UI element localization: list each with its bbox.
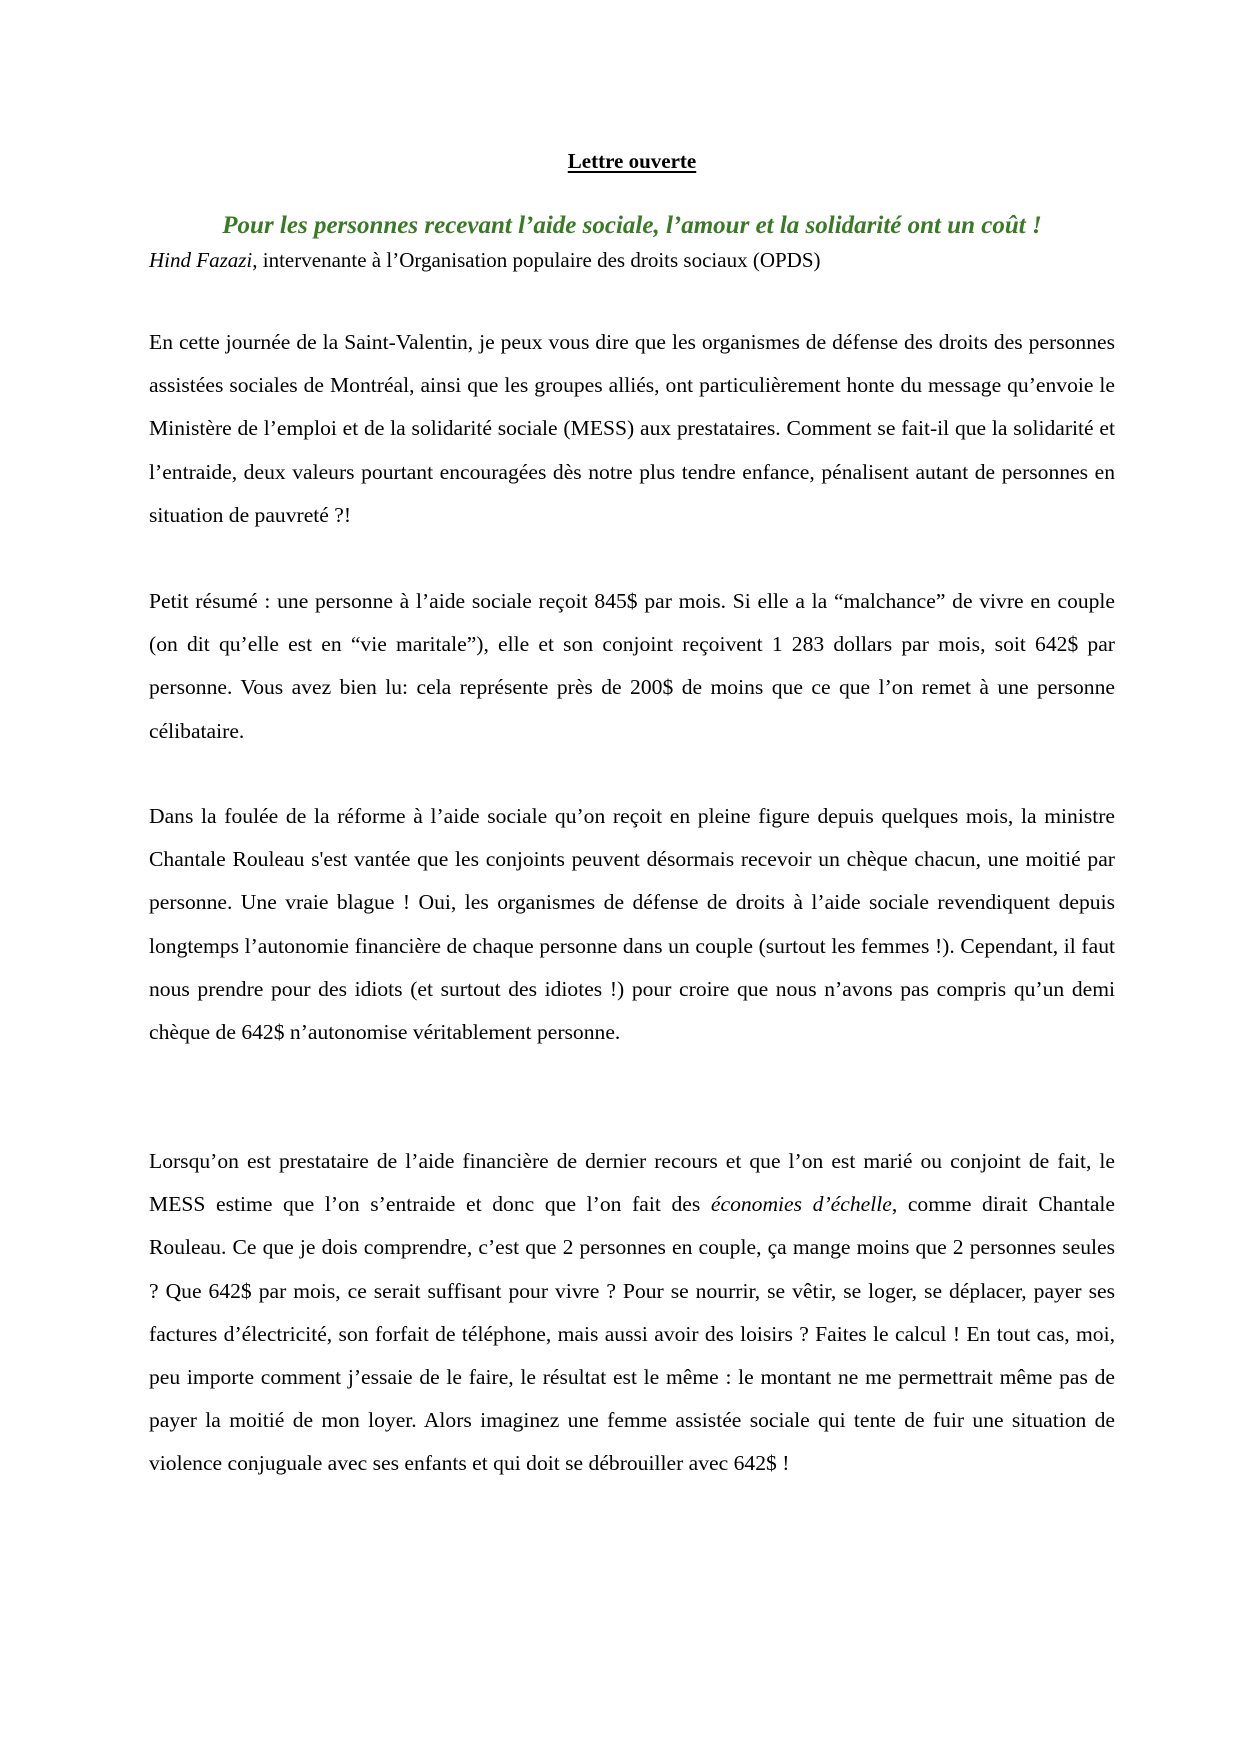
author-affiliation: , intervenante à l’Organisation populaire des droits sociaux (OPDS) [252,248,821,272]
paragraph-2 [149,580,1115,753]
document-type-heading: Lettre ouverte [567,149,697,173]
author-name: Hind Fazazi [149,248,253,272]
paragraph-text: Dans la foulée de la réforme à l’aide sociale qu’on reçoit en pleine figure depuis quelques mois, la ministre Chantale Rouleau s'est vantée que les conjoints peuvent désormais recevoir un chèque chacun, une moitié par personne. Une vraie blague ! Oui, les organismes de défense de droits à l’aide sociale revendiquent depuis longtemps l’autonomie financière de chaque personne dans un couple (surtout les femmes !). Cependant, il faut nous prendre pour des idiots (et surtout des idiotes !) pour croire que nous n’avons pas compris qu’un demi chèque de 642$ n’autonomise véritablement personne. [149,804,1115,1045]
paragraph-text: Petit résumé : une personne à l’aide sociale reçoit 845$ par mois. Si elle a la “malchance” de vivre en couple (on dit qu’elle est en “vie maritale”), elle et son conjoint reçoivent 1 283 dollars par mois, soit 642$ par personne. Vous avez bien lu: cela représente près de 200$ de moins que ce que l’on remet à une personne célibataire. [149,589,1115,743]
paragraph-4 [149,1140,1115,1486]
headline: Pour les personnes recevant l’aide sociale, l’amour et la solidarité ont un coût ! [222,212,1042,239]
paragraph-text-end: , comme dirait Chantale Rouleau. Ce que je dois comprendre, c’est que 2 personnes en couple, ça mange moins que 2 personnes seules ? Que 642$ par mois, ce serait suffisant pour vivre ? Pour se nourrir, se vêtir, se loger, se déplacer, payer ses factures d’électricité, son forfait de téléphone, mais aussi avoir des loisirs ? Faites le calcul ! En tout cas, moi, peu importe comment j’essaie de le faire, le résultat est le même : le montant ne me permettrait même pas de payer la moitié de mon loyer. Alors imaginez une femme assistée sociale qui tente de fuir une situation de violence conjuguale avec ses enfants et qui doit se débrouiller avec 642$ ! [149,1192,1115,1476]
paragraph-3 [149,795,1115,1054]
byline [149,247,821,273]
paragraph-text [149,1140,1115,1486]
paragraph-1 [149,321,1115,537]
paragraph-text: En cette journée de la Saint-Valentin, je peux vous dire que les organismes de défense des droits des personnes assistées sociales de Montréal, ainsi que les groupes alliés, ont particulièrement honte du message qu’envoie le Ministère de l’emploi et de la solidarité sociale (MESS) aux prestataires. Comment se fait-il que la solidarité et l’entraide, deux valeurs pourtant encouragées dès notre plus tendre enfance, pénalisent autant de personnes en situation de pauvreté ?! [149,330,1115,527]
paragraph-text-start: Lorsqu’on est prestataire de l’aide financière de dernier recours et que l’on est marié ou conjoint de fait, le MESS estime que l’on s’entraide et donc que l’on fait des [149,1149,1115,1217]
emphasized-term: économies d’échelle [710,1192,892,1217]
